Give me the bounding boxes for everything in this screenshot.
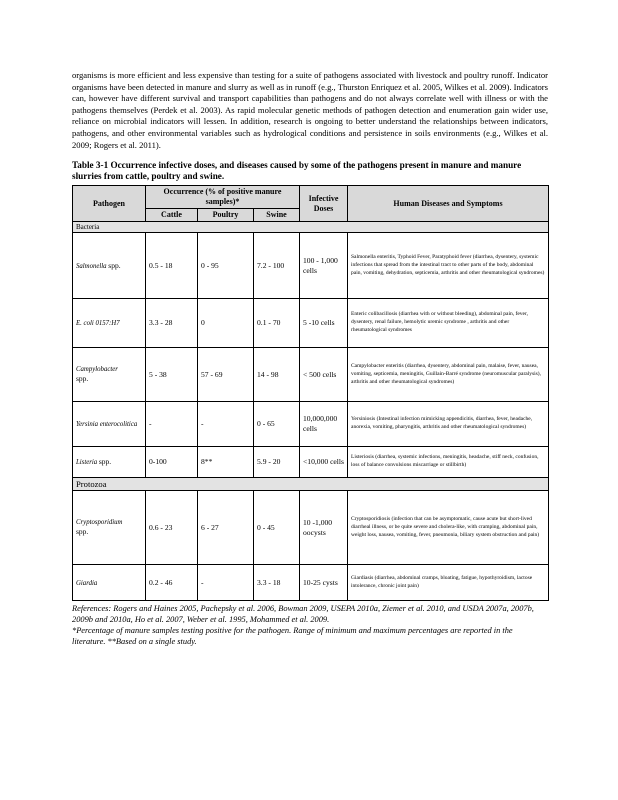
- cattle-value: 0.5 - 18: [146, 233, 198, 299]
- table-row: [73, 491, 549, 565]
- disease-text: Giardiasis (diarrhea, abdominal cramps, bloating, fatigue, hypothyroidism, lactose intolerance, chronic joint pain): [348, 565, 549, 601]
- swine-value: 3.3 - 18: [254, 565, 300, 601]
- pathogen-name: E. coli 0157:H7: [76, 320, 120, 328]
- pathogen-table: [72, 185, 549, 601]
- table-row: [73, 233, 549, 299]
- poultry-value: -: [198, 565, 254, 601]
- disease-text: Salmonella enteritis, Typhoid Fever, Paratyphoid fever (diarrhea, dysentery, systemic infections that spread from the intestinal tract to other parts of the body, abdominal pain, vomiting, dehydration, septicemia, arthritis and other rheumatological syndromes): [348, 233, 549, 299]
- poultry-value: 0 - 95: [198, 233, 254, 299]
- pathogen-suffix: spp.: [76, 374, 89, 384]
- pathogen-suffix: spp.: [98, 457, 112, 467]
- poultry-value: -: [198, 402, 254, 447]
- section-bacteria: Bacteria: [73, 222, 549, 233]
- header-disease: Human Diseases and Symptoms: [348, 186, 549, 222]
- dose-value: <10,000 cells: [300, 447, 348, 478]
- table-row: [73, 299, 549, 348]
- table-row: [73, 565, 549, 601]
- footnote: *Percentage of manure samples testing positive for the pathogen. Range of minimum and maximum percentages are reported in the literature. **Based on a single study.: [72, 626, 513, 647]
- disease-text: Campylobacter enteritis (diarrhea, dysentery, abdominal pain, malaise, fever, nausea, vomiting, septicemia, meningitis, Guillain-Barré syndrome (neuromuscular paralysis), arthritis and other rheumatological syndromes): [348, 348, 549, 402]
- cattle-value: 0-100: [146, 447, 198, 478]
- poultry-value: 57 - 69: [198, 348, 254, 402]
- disease-text: Listeriosis (diarrhea, systemic infections, meningitis, headache, stiff neck, confusion, loss of balance convulsions miscarriage or stillbirth): [348, 447, 549, 478]
- pathogen-name: Yersinia enterocolitica: [76, 421, 138, 429]
- poultry-value: 8**: [198, 447, 254, 478]
- intro-paragraph: organisms is more efficient and less expensive than testing for a suite of pathogens associated with livestock and poultry runoff. Indicator organisms have been detected in manure and slurry as well as in runoff (e.g., Thurston Enriquez et al. 2005, Wilkes et al. 2009). Indicators can, however have different survival and transport capabilities than pathogens and do not always correlate well with illness or with the pathogens themselves (Perdek et al. 2003). As rapid molecular genetic methods of pathogen detection and enumeration gain wider use, reliance on microbial indicators will lessen. In addition, research is ongoing to better understand the relationships between indicators, pathogens, and other environmental variables such as hydrological conditions and persistence in soils environments (e.g., Wilkes et al. 2009; Rogers et al. 2011).: [72, 70, 548, 150]
- header-cattle: Cattle: [146, 209, 198, 222]
- swine-value: 5.9 - 20: [254, 447, 300, 478]
- disease-text: Enteric colibacillosis (diarrhea with or without bleeding), abdominal pain, fever, dysentery, renal failure, hemolytic uremic syndrome , arthritis and other rheumatological syndromes: [348, 299, 549, 348]
- pathogen-suffix: spp.: [108, 260, 121, 270]
- swine-value: 0 - 45: [254, 491, 300, 565]
- cattle-value: 3.3 - 28: [146, 299, 198, 348]
- dose-value: 100 - 1,000 cells: [300, 233, 348, 299]
- swine-value: 0.1 - 70: [254, 299, 300, 348]
- table-row: [73, 402, 549, 447]
- cattle-value: 5 - 38: [146, 348, 198, 402]
- header-pathogen: Pathogen: [73, 186, 146, 222]
- dose-value: 10,000,000 cells: [300, 402, 348, 447]
- table-row: [73, 447, 549, 478]
- dose-value: 5 -10 cells: [300, 299, 348, 348]
- pathogen-name: Cryptosporidium: [76, 519, 123, 527]
- dose-value: < 500 cells: [300, 348, 348, 402]
- pathogen-name: Listeria: [76, 459, 98, 467]
- poultry-value: 0: [198, 299, 254, 348]
- poultry-value: 6 - 27: [198, 491, 254, 565]
- dose-value: 10-25 cysts: [300, 565, 348, 601]
- table-row: [73, 348, 549, 402]
- table-caption: Table 3-1 Occurrence infective doses, and diseases caused by some of the pathogens present in manure and manure slurries from cattle, poultry and swine.: [72, 160, 522, 182]
- swine-value: 0 - 65: [254, 402, 300, 447]
- pathogen-suffix: spp.: [76, 527, 89, 537]
- swine-value: 14 - 98: [254, 348, 300, 402]
- header-dose: Infective Doses: [300, 186, 348, 222]
- cattle-value: 0.2 - 46: [146, 565, 198, 601]
- cattle-value: 0.6 - 23: [146, 491, 198, 565]
- disease-text: Cryptosporidiosis (infection that can be asymptomatic, cause acute but short-lived diarrheal illness, or be quite severe and cholera-like, with cramping, abdominal pain, weight loss, nausea, vomiting, fever, pneumonia, biliary system obstruction and pain): [348, 491, 549, 565]
- pathogen-name: Salmonella: [76, 262, 107, 270]
- swine-value: 7.2 - 100: [254, 233, 300, 299]
- dose-value: 10 -1,000 oocysts: [300, 491, 348, 565]
- pathogen-name: Campylobacter: [76, 366, 118, 374]
- header-occurrence: Occurrence (% of positive manure samples)*: [146, 186, 300, 209]
- header-swine: Swine: [254, 209, 300, 222]
- disease-text: Yersiniosis (Intestinal infection mimicking appendicitis, diarrhea, fever, headache, anorexia, vomiting, pharyngitis, arthritis and other rheumatological syndromes): [348, 402, 549, 447]
- header-poultry: Poultry: [198, 209, 254, 222]
- document-page: [72, 70, 548, 647]
- pathogen-name: Giardia: [76, 579, 98, 587]
- references: References: Rogers and Haines 2005, Pachepsky et al. 2006, Bowman 2009, USEPA 2010a, Ziemer et al. 2010, and USDA 2007a, 2007b, 2009b and 2010a, Ho et al. 2007, Weber et al. 1995, Mohammed et al. 2009.: [72, 604, 534, 625]
- section-protozoa: Protozoa: [73, 478, 549, 491]
- cattle-value: -: [146, 402, 198, 447]
